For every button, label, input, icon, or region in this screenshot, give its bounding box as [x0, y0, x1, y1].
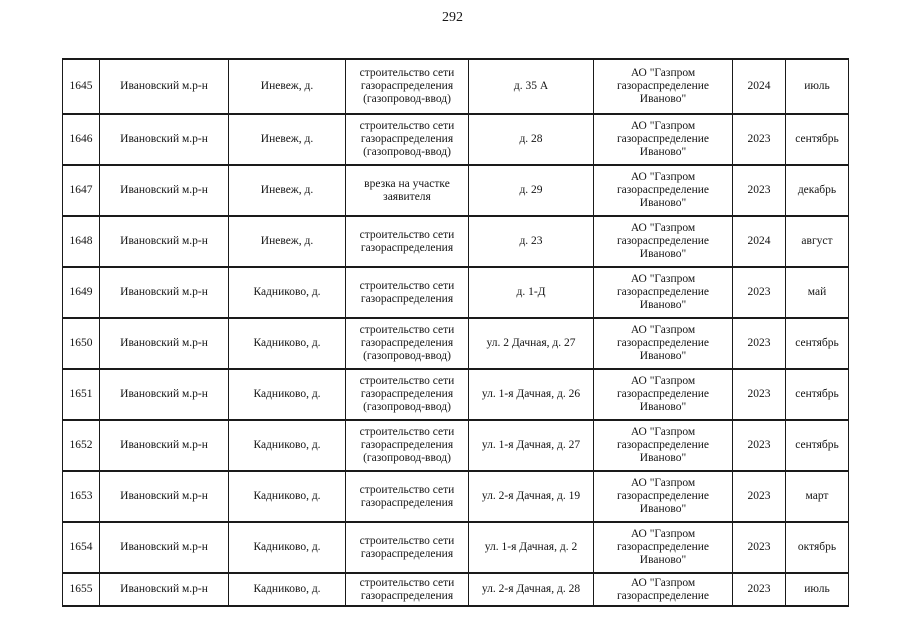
- cell-address: ул. 2-я Дачная, д. 28: [469, 573, 594, 606]
- cell-settlement: Кадниково, д.: [229, 318, 346, 369]
- cell-settlement: Кадниково, д.: [229, 369, 346, 420]
- cell-org: АО "Газпром газораспределение Иваново": [594, 114, 733, 165]
- cell-year: 2023: [733, 471, 786, 522]
- cell-year: 2024: [733, 59, 786, 114]
- cell-org: АО "Газпром газораспределение Иваново": [594, 522, 733, 573]
- cell-num: 1654: [63, 522, 100, 573]
- cell-month: март: [786, 471, 849, 522]
- cell-district: Ивановский м.р-н: [100, 318, 229, 369]
- cell-settlement: Иневеж, д.: [229, 216, 346, 267]
- cell-district: Ивановский м.р-н: [100, 216, 229, 267]
- cell-address: д. 29: [469, 165, 594, 216]
- table-row: [63, 522, 849, 573]
- cell-year: 2023: [733, 522, 786, 573]
- cell-num: 1648: [63, 216, 100, 267]
- cell-address: ул. 1-я Дачная, д. 2: [469, 522, 594, 573]
- cell-year: 2023: [733, 165, 786, 216]
- cell-num: 1653: [63, 471, 100, 522]
- cell-address: ул. 1-я Дачная, д. 27: [469, 420, 594, 471]
- cell-district: Ивановский м.р-н: [100, 573, 229, 606]
- gas-network-register-table: [62, 58, 849, 607]
- cell-year: 2024: [733, 216, 786, 267]
- cell-org: АО "Газпром газораспределение Иваново": [594, 165, 733, 216]
- cell-month: сентябрь: [786, 114, 849, 165]
- table-row: [63, 369, 849, 420]
- cell-district: Ивановский м.р-н: [100, 165, 229, 216]
- cell-settlement: Иневеж, д.: [229, 165, 346, 216]
- table-row: [63, 573, 849, 606]
- cell-work: строительство сети газораспределения (газопровод-ввод): [346, 59, 469, 114]
- cell-year: 2023: [733, 369, 786, 420]
- table-row: [63, 59, 849, 114]
- cell-district: Ивановский м.р-н: [100, 420, 229, 471]
- cell-month: июль: [786, 59, 849, 114]
- cell-num: 1652: [63, 420, 100, 471]
- cell-num: 1649: [63, 267, 100, 318]
- cell-month: сентябрь: [786, 369, 849, 420]
- cell-year: 2023: [733, 114, 786, 165]
- cell-month: сентябрь: [786, 318, 849, 369]
- cell-work: строительство сети газораспределения: [346, 573, 469, 606]
- cell-org: АО "Газпром газораспределение Иваново": [594, 471, 733, 522]
- cell-address: д. 28: [469, 114, 594, 165]
- cell-org: АО "Газпром газораспределение Иваново": [594, 318, 733, 369]
- cell-address: д. 35 А: [469, 59, 594, 114]
- cell-district: Ивановский м.р-н: [100, 114, 229, 165]
- cell-num: 1655: [63, 573, 100, 606]
- cell-year: 2023: [733, 318, 786, 369]
- cell-org: АО "Газпром газораспределение: [594, 573, 733, 606]
- cell-settlement: Кадниково, д.: [229, 573, 346, 606]
- cell-settlement: Кадниково, д.: [229, 522, 346, 573]
- cell-settlement: Кадниково, д.: [229, 420, 346, 471]
- cell-district: Ивановский м.р-н: [100, 267, 229, 318]
- cell-address: д. 23: [469, 216, 594, 267]
- cell-org: АО "Газпром газораспределение Иваново": [594, 369, 733, 420]
- cell-month: сентябрь: [786, 420, 849, 471]
- cell-month: май: [786, 267, 849, 318]
- cell-address: ул. 2-я Дачная, д. 19: [469, 471, 594, 522]
- table-row: [63, 216, 849, 267]
- cell-settlement: Кадниково, д.: [229, 267, 346, 318]
- cell-month: декабрь: [786, 165, 849, 216]
- cell-district: Ивановский м.р-н: [100, 522, 229, 573]
- cell-year: 2023: [733, 573, 786, 606]
- cell-address: ул. 1-я Дачная, д. 26: [469, 369, 594, 420]
- cell-work: строительство сети газораспределения (газопровод-ввод): [346, 369, 469, 420]
- cell-address: ул. 2 Дачная, д. 27: [469, 318, 594, 369]
- cell-settlement: Иневеж, д.: [229, 59, 346, 114]
- cell-year: 2023: [733, 267, 786, 318]
- table-row: [63, 165, 849, 216]
- cell-month: август: [786, 216, 849, 267]
- cell-year: 2023: [733, 420, 786, 471]
- cell-work: строительство сети газораспределения (газопровод-ввод): [346, 114, 469, 165]
- cell-settlement: Кадниково, д.: [229, 471, 346, 522]
- cell-work: строительство сети газораспределения: [346, 471, 469, 522]
- cell-work: строительство сети газораспределения: [346, 267, 469, 318]
- table-row: [63, 420, 849, 471]
- cell-month: октябрь: [786, 522, 849, 573]
- cell-org: АО "Газпром газораспределение Иваново": [594, 267, 733, 318]
- cell-district: Ивановский м.р-н: [100, 59, 229, 114]
- cell-work: строительство сети газораспределения: [346, 522, 469, 573]
- page-number: 292: [442, 10, 463, 25]
- cell-org: АО "Газпром газораспределение Иваново": [594, 59, 733, 114]
- cell-district: Ивановский м.р-н: [100, 369, 229, 420]
- cell-address: д. 1-Д: [469, 267, 594, 318]
- cell-district: Ивановский м.р-н: [100, 471, 229, 522]
- cell-num: 1645: [63, 59, 100, 114]
- table-row: [63, 471, 849, 522]
- cell-num: 1651: [63, 369, 100, 420]
- cell-month: июль: [786, 573, 849, 606]
- cell-work: строительство сети газораспределения (газопровод-ввод): [346, 420, 469, 471]
- cell-settlement: Иневеж, д.: [229, 114, 346, 165]
- cell-org: АО "Газпром газораспределение Иваново": [594, 216, 733, 267]
- cell-num: 1650: [63, 318, 100, 369]
- table-row: [63, 267, 849, 318]
- table-row: [63, 318, 849, 369]
- cell-work: строительство сети газораспределения: [346, 216, 469, 267]
- cell-org: АО "Газпром газораспределение Иваново": [594, 420, 733, 471]
- cell-work: врезка на участке заявителя: [346, 165, 469, 216]
- cell-num: 1647: [63, 165, 100, 216]
- table-body: [63, 59, 849, 606]
- cell-work: строительство сети газораспределения (газопровод-ввод): [346, 318, 469, 369]
- cell-num: 1646: [63, 114, 100, 165]
- table-row: [63, 114, 849, 165]
